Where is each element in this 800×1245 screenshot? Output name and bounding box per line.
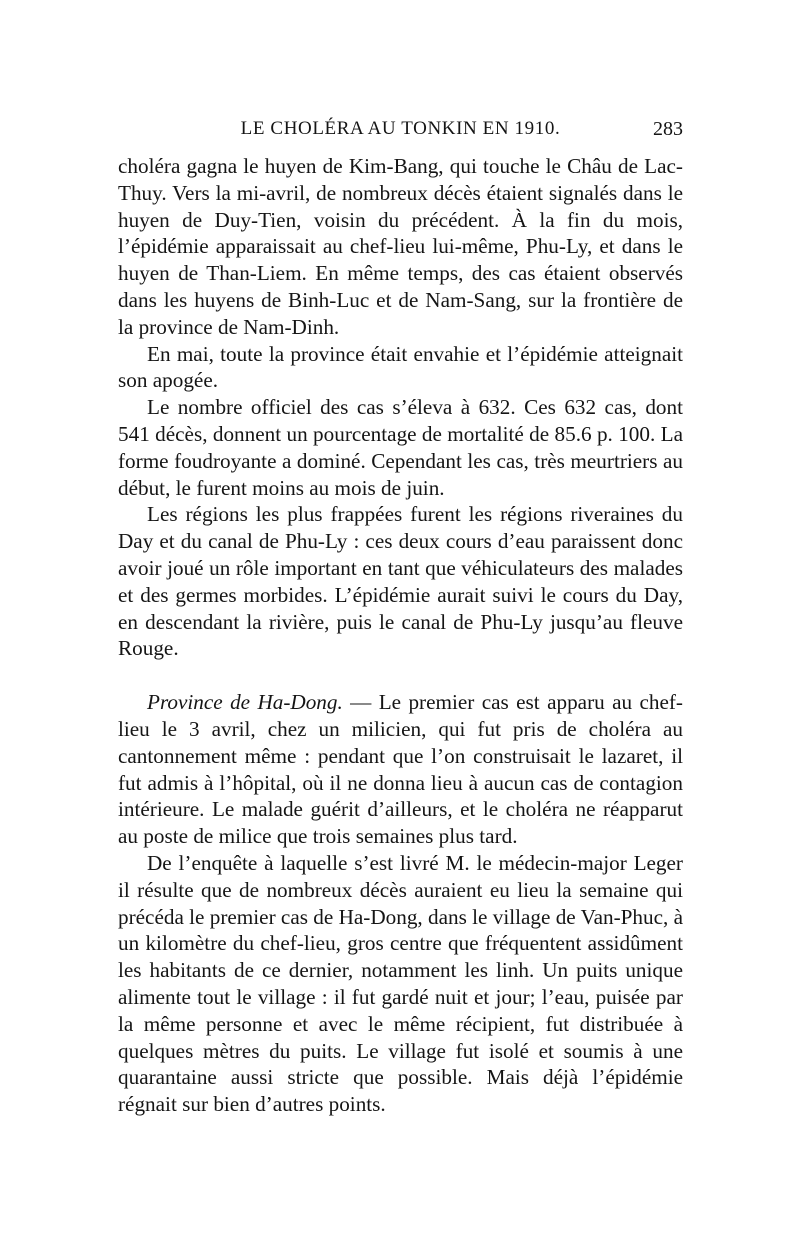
paragraph	[118, 341, 683, 395]
section-paragraph	[118, 689, 683, 850]
paragraph-text: En mai, toute la province était envahie et l’épidémie atteignait son apogée.	[118, 341, 683, 393]
body-text	[118, 153, 683, 1118]
section-heading: Province de Ha-Dong.	[147, 690, 343, 715]
paragraph-text: Les régions les plus frappées furent les régions riveraines du Day et du canal de Phu-Ly : ces deux cours d’eau paraissent donc avoir joué un rôle important en tant que véhiculateurs des malades et des germes morbides. L’épidémie aurait suivi le cours du Day, en descendant la rivière, puis le canal de Phu-Ly jusqu’au fleuve Rouge.	[118, 502, 683, 661]
running-head	[118, 118, 683, 148]
paragraph	[118, 394, 683, 501]
paragraph	[118, 850, 683, 1118]
paragraph-text: — Le premier cas est apparu au chef-lieu le 3 avril, chez un milicien, qui fut pris de choléra au cantonnement même : pendant que l’on construisait le lazaret, il fut admis à l’hôpital, où il ne donna lieu à aucun cas de contagion intérieure. Le malade guérit d’ailleurs, et le choléra ne réapparut au poste de milice que trois semaines plus tard.	[118, 690, 683, 849]
paragraph-continued	[118, 153, 683, 341]
running-title: LE CHOLÉRA AU TONKIN EN 1910.	[240, 118, 561, 139]
paragraph	[118, 501, 683, 662]
page-number: 283	[653, 118, 683, 140]
paragraph-text: choléra gagna le huyen de Kim-Bang, qui touche le Châu de Lac-Thuy. Vers la mi-avril, de nombreux décès étaient signalés dans le huyen de Duy-Tien, voisin du précédent. À la fin du mois, l’épidémie apparaissait au chef-lieu lui-même, Phu-Ly, et dans le huyen de Than-Liem. En même temps, des cas étaient observés dans les huyens de Binh-Luc et de Nam-Sang, sur la frontière de la province de Nam-Dinh.	[118, 154, 683, 339]
paragraph-text: Le nombre officiel des cas s’éleva à 632. Ces 632 cas, dont 541 décès, donnent un pourcentage de mortalité de 85.6 p. 100. La forme foudroyante a dominé. Cependant les cas, très meurtriers au début, le furent moins au mois de juin.	[118, 395, 683, 500]
paragraph-text: De l’enquête à laquelle s’est livré M. le médecin-major Leger il résulte que de nombreux décès auraient eu lieu la semaine qui précéda le premier cas de Ha-Dong, dans le village de Van-Phuc, à un kilomètre du chef-lieu, gros centre que fréquentent assidûment les habitants de ce dernier, notamment les linh. Un puits unique alimente tout le village : il fut gardé nuit et jour; l’eau, puisée par la même personne et avec le même récipient, fut distribuée à quelques mètres du puits. Le village fut isolé et soumis à une quarantaine aussi stricte que possible. Mais déjà l’épidémie régnait sur bien d’autres points.	[118, 850, 683, 1117]
